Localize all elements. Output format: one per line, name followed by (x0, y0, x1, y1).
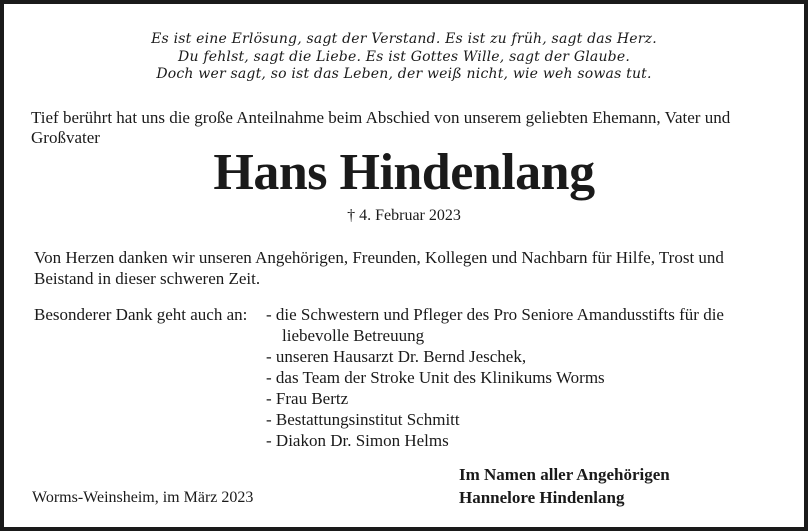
signature-name: Hannelore Hindenlang (459, 488, 625, 507)
list-item: - Frau Bertz (266, 389, 349, 408)
list-item: - unseren Hausarzt Dr. Bernd Jeschek, (266, 347, 527, 366)
death-date: † 4. Februar 2023 (347, 207, 461, 224)
deceased-name: Hans Hindenlang (213, 144, 595, 201)
special-thanks-list (266, 304, 766, 451)
list-item: - das Team der Stroke Unit des Klinikums Worms (266, 368, 605, 387)
place-date: Worms-Weinsheim, im März 2023 (32, 489, 254, 506)
signature (459, 463, 670, 509)
poem-line: Doch wer sagt, so ist das Leben, der weiß nicht, wie weh sowas tut. (156, 66, 652, 82)
poem (4, 31, 804, 84)
poem-line: Du fehlst, sagt die Liebe. Es ist Gottes Wille, sagt der Glaube. (178, 48, 630, 65)
list-item: - die Schwestern und Pfleger des Pro Seniore Amandusstifts für die liebevolle Betreuung (266, 305, 724, 345)
signature-line: Im Namen aller Angehörigen (459, 465, 670, 484)
poem-line: Es ist eine Erlösung, sagt der Verstand. Es ist zu früh, sagt das Herz. (151, 31, 657, 47)
list-item: - Diakon Dr. Simon Helms (266, 431, 449, 450)
thanks-text: Von Herzen danken wir unseren Angehörigen, Freunden, Kollegen und Nachbarn für Hilfe, Trost und Beistand in dieser schweren Zeit. (34, 248, 724, 288)
special-thanks-label: Besonderer Dank geht auch an: (34, 305, 248, 324)
list-item: - Bestattungsinstitut Schmitt (266, 410, 460, 429)
intro-text: Tief berührt hat uns die große Anteilnahme beim Abschied von unserem geliebten Ehemann, Vater und Großvater (31, 108, 731, 147)
